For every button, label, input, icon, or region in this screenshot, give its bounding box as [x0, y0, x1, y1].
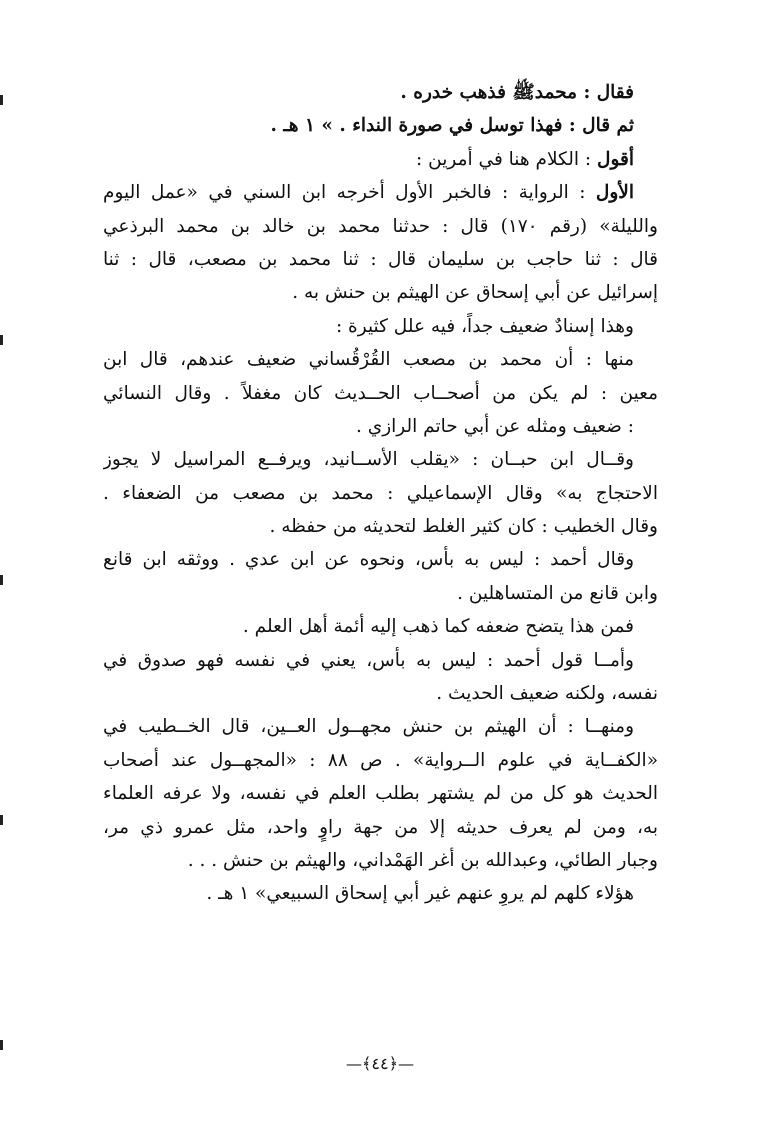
- body-text: [103, 76, 658, 911]
- text-line: [103, 276, 658, 309]
- line-text: والليلة» (رقم ١٧٠) قال : حدثنا محمد بن خالد بن محمد البرذعي: [103, 215, 658, 237]
- line-text: نفسه، ولكنه ضعيف الحديث .: [436, 683, 658, 705]
- margin-mark: [0, 815, 3, 825]
- line-text: وابن قانع من المتساهلين .: [457, 582, 658, 604]
- line-text: هؤلاء كلهم لم يروِ عنهم غير أبي إسحاق السبيعي» ١ هـ .: [206, 883, 634, 905]
- margin-mark: [0, 1040, 3, 1050]
- text-line: [103, 477, 658, 510]
- text-line: [103, 410, 658, 443]
- line-text: قال : ثنا حاجب بن سليمان قال : ثنا محمد بن مصعب، قال : ثنا: [103, 248, 658, 270]
- text-line: [103, 176, 658, 209]
- bold-lead: أقول: [597, 148, 634, 170]
- text-line: [103, 744, 658, 777]
- text-line: [103, 443, 658, 476]
- line-text: وجبار الطائي، وعبدالله بن أغر الهَمْداني، والهيثم بن حنش . . .: [187, 849, 658, 871]
- text-line: [103, 677, 658, 710]
- text-line: [103, 377, 658, 410]
- text-line: [103, 777, 658, 810]
- line-text: معين : لم يكن من أصحــاب الحــديث كان مغفلاً . وقال النسائي: [103, 382, 658, 404]
- line-text: وقال الخطيب : كان كثير الغلط لتحديثه من حفظه .: [269, 516, 658, 538]
- line-text: وقــال ابن حبــان : «يقلب الأســانيد، ويرفــع المراسيل لا يجوز: [103, 449, 634, 471]
- line-text: ومنهــا : أن الهيثم بن حنش مجهــول العــين، قال الخــطيب في: [103, 716, 634, 738]
- text-line: [103, 577, 658, 610]
- text-line: [103, 610, 658, 643]
- line-text: وقال أحمد : ليس به بأس، ونحوه عن ابن عدي . ووثقه ابن قانع: [103, 549, 634, 571]
- text-line: [103, 543, 658, 576]
- text-line: [103, 343, 658, 376]
- text-line: [103, 76, 658, 109]
- line-text: : ضعيف ومثله عن أبي حاتم الرازي .: [355, 415, 634, 437]
- text-line: [103, 710, 658, 743]
- line-text: منها : أن محمد بن مصعب القُرْقُساني ضعيف عندهم، قال ابن: [103, 349, 634, 371]
- text-line: [103, 109, 658, 142]
- line-text: به، ومن لم يعرف حديثه إلا من جهة راوٍ واحد، مثل عمرو ذي مر،: [103, 816, 658, 838]
- line-text: الاحتجاج به» وقال الإسماعيلي : محمد بن مصعب من الضعفاء .: [103, 482, 658, 504]
- margin-mark: [0, 575, 3, 585]
- line-text: «الكفــاية في علوم الــرواية» . ص ٨٨ : «المجهــول عند أصحاب: [103, 749, 658, 771]
- bold-lead: فقال : محمدﷺ فذهب خدره .: [400, 82, 634, 103]
- text-line: [103, 844, 658, 877]
- line-text: فمن هذا يتضح ضعفه كما ذهب إليه أئمة أهل العلم .: [242, 616, 634, 638]
- line-text: وأمــا قول أحمد : ليس به بأس، يعني في نفسه فهو صدوق في: [103, 649, 634, 671]
- page-number: —﴿٤٤﴾—: [346, 1054, 414, 1073]
- text-line: [103, 811, 658, 844]
- line-text: : الكلام هنا في أمرين :: [416, 148, 598, 170]
- text-line: [103, 510, 658, 543]
- text-line: [103, 243, 658, 276]
- margin-mark: [0, 95, 3, 105]
- text-line: [103, 310, 658, 343]
- text-line: [103, 143, 658, 176]
- bold-lead: الأول: [595, 182, 634, 204]
- margin-mark: [0, 335, 3, 345]
- line-text: وهذا إسنادٌ ضعيف جداً، فيه علل كثيرة :: [335, 315, 634, 337]
- line-text: الحديث هو كل من لم يشتهر بطلب العلم في نفسه، ولا عرفه العلماء: [103, 783, 658, 805]
- text-line: [103, 644, 658, 677]
- text-line: [103, 210, 658, 243]
- line-text: إسرائيل عن أبي إسحاق عن الهيثم بن حنش به .: [292, 282, 658, 304]
- bold-lead: ثم قال : فهذا توسل في صورة النداء . » ١ هـ .: [270, 115, 634, 137]
- text-line: [103, 877, 658, 910]
- line-text: : الرواية : فالخبر الأول أخرجه ابن السني في «عمل اليوم: [103, 182, 596, 204]
